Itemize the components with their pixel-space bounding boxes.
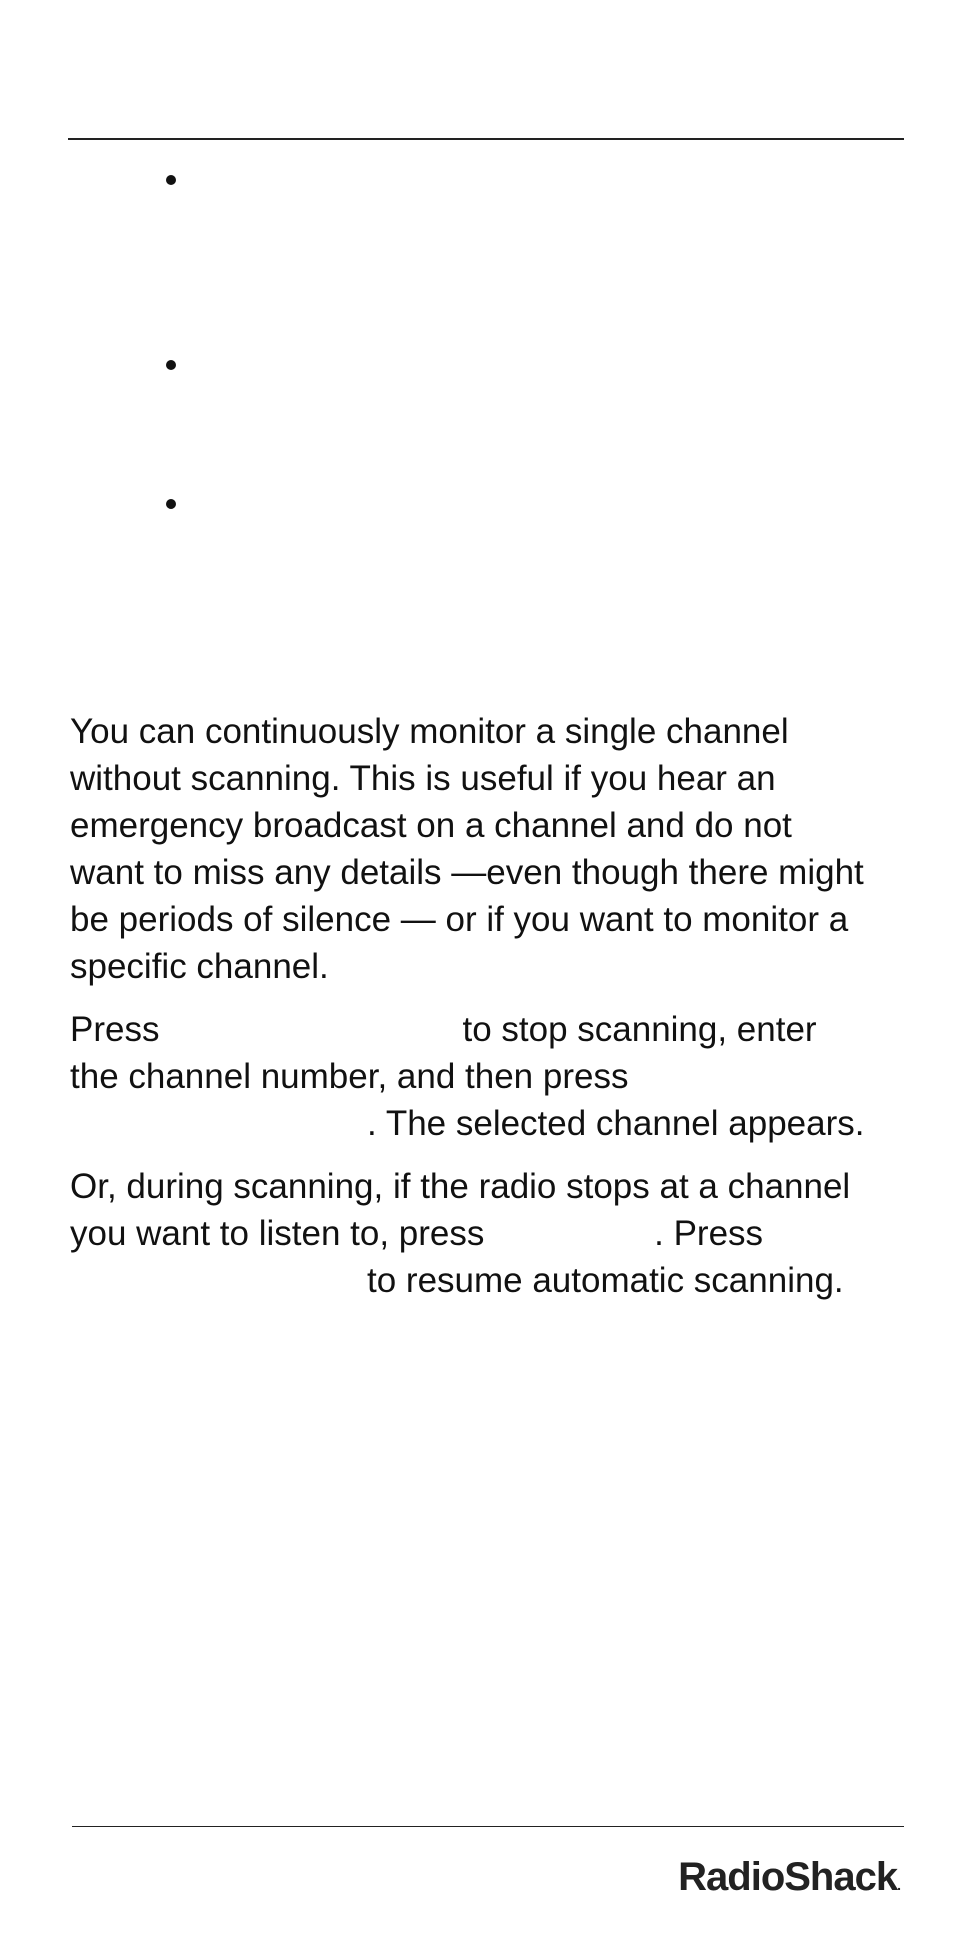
bullet-1 [166, 175, 176, 185]
bottom-rule [72, 1826, 904, 1827]
paragraph-press-hold [70, 1006, 870, 1147]
p3-part-a: Or, during scanning, if the radio stops at a channel you want to listen to, press [70, 1167, 851, 1253]
key-placeholder-2 [70, 1134, 367, 1135]
logo-text: RadioShack [678, 1855, 898, 1899]
p2-part-c: . The selected channel appears. [367, 1104, 865, 1143]
bullet-2 [166, 360, 176, 370]
p3-part-b: . Press [654, 1214, 764, 1253]
key-placeholder-4 [70, 1291, 367, 1292]
body-text [70, 708, 870, 1320]
key-placeholder-1 [159, 1040, 462, 1041]
key-placeholder-3 [494, 1244, 654, 1245]
paragraph-intro: You can continuously monitor a single channel without scanning. This is useful if you hear an emergency broadcast on a channel and do not want to miss any details —even though there might be periods of silence — or if you want to monitor a specific channel. [70, 712, 864, 986]
p2-part-b: to stop scanning, enter the channel number, and then press [70, 1010, 817, 1096]
p3-part-c: to resume automatic scanning. [367, 1261, 844, 1300]
p2-part-a: Press [70, 1010, 160, 1049]
logo-mark: . [897, 1877, 900, 1893]
top-rule [68, 138, 904, 140]
paragraph-during-scanning [70, 1163, 870, 1304]
radioshack-logo [678, 1855, 900, 1900]
bullet-3 [166, 499, 176, 509]
